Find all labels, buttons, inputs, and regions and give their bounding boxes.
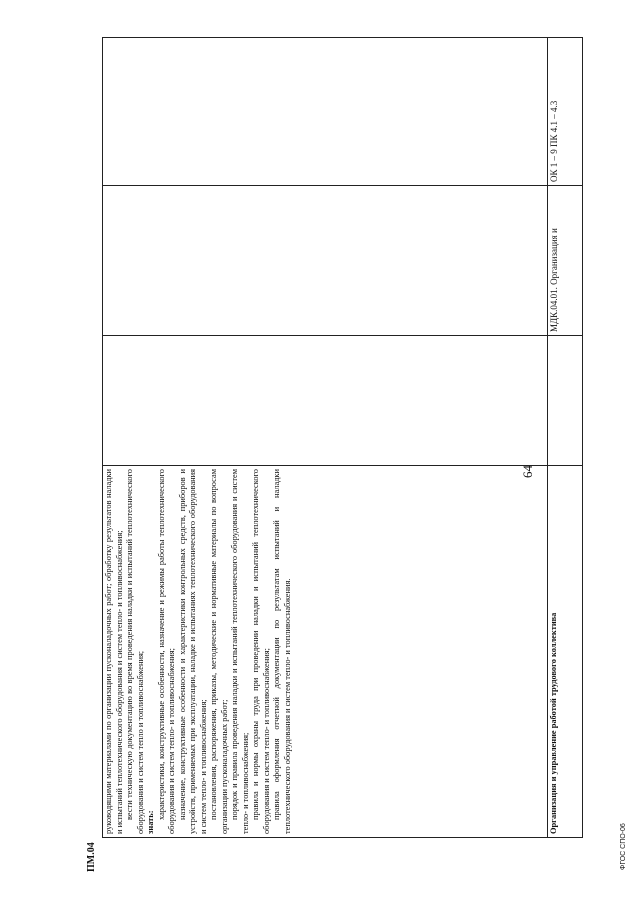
empty-cell (103, 336, 548, 466)
text-paragraph: характеристики, конструктивные особенности, назначение и режимы работы теплотехнического оборудования и систем тепло- и топливоснабжения; (156, 469, 176, 834)
text-paragraph: постановления, распоряжения, приказы, методические и нормативные материалы по вопросам организации пусконаладочных работ; (209, 469, 229, 834)
knowledge-heading: знать: (146, 810, 155, 834)
text-paragraph: правила и нормы охраны труда при проведении наладки и испытаний теплотехнического оборудования и систем тепло- и топливоснабжения; (251, 469, 271, 834)
table-row (103, 38, 548, 838)
text-paragraph: вести техническую документацию во время проведения наладки и испытаний теплотехнического оборудования и систем тепло и топливоснабжения; (125, 469, 145, 834)
text-paragraph: порядок и правила проведения наладки и испытаний теплотехнического оборудования и систем тепло- и топливоснабжения; (230, 469, 250, 834)
empty-cell (103, 38, 548, 186)
competencies-cell: ОК 1 – 9 ПК 4.1 – 4.3 (548, 38, 583, 186)
module-code: ПМ.04 (86, 842, 97, 872)
empty-cell (548, 336, 583, 466)
mdk-cell: МДК.04.01. Организация и (548, 186, 583, 336)
module-title-cell: Организация и управление работой трудового коллектива (548, 466, 583, 838)
page-number: 64 (520, 465, 535, 478)
text-paragraph: руководящими материалами по организации пусконаладочных работ; обработку результатов наладки и испытаний теплотехнического оборудования и систем тепло- и топливоснабжения; (104, 469, 124, 834)
text-paragraph: назначение, конструктивные особенности и характеристики контрольных средств, приборов и устройств, применяемых при эксплуатации, наладке и испытаниях теплотехнического оборудования и систем тепло- и топливоснабжения; (177, 469, 208, 834)
empty-cell (103, 186, 548, 336)
competency-table (102, 38, 580, 838)
footer-code: ФГОС СПО-06 (620, 823, 627, 870)
text-paragraph: правила оформления отчетной документации по результатам испытаний и наладки теплотехнического оборудования и систем тепло- и топливоснабжения. (272, 469, 292, 834)
skills-knowledge-cell (103, 466, 548, 838)
table-row (548, 38, 583, 838)
